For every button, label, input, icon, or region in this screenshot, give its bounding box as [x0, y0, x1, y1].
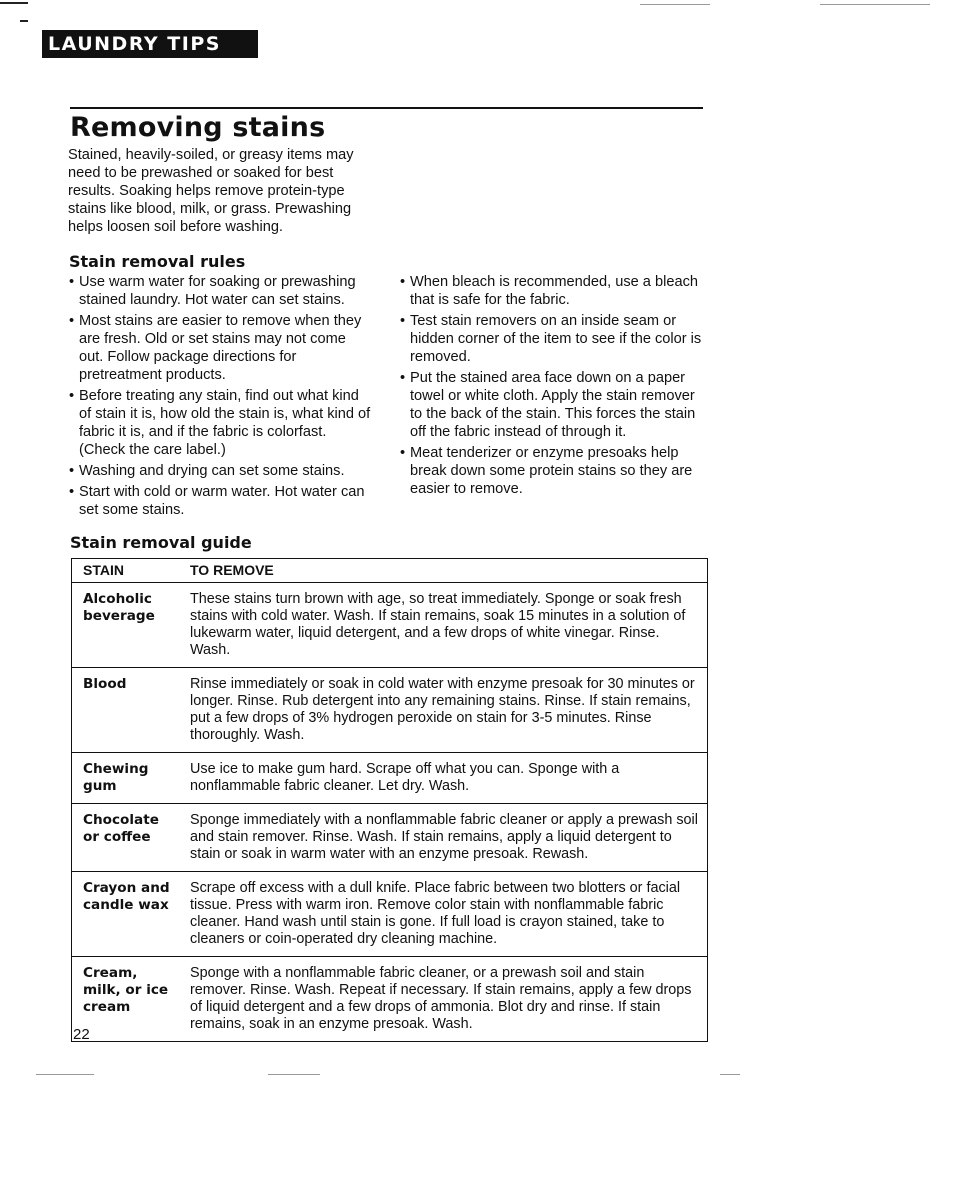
stain-cell: Crayon and candle wax	[72, 872, 180, 957]
rules-heading: Stain removal rules	[69, 252, 246, 271]
guide-heading: Stain removal guide	[70, 533, 252, 552]
section-header-label: LAUNDRY TIPS	[48, 33, 221, 55]
scan-artifact-line	[820, 4, 930, 5]
list-item: • Before treating any stain, find out what kind of stain it is, how old the stain is, what kind of fabric it is, and if the fabric is colorfast. (Check the care label.)	[69, 387, 374, 459]
list-item: • Most stains are easier to remove when they are fresh. Old or set stains may not come out. Follow package directions for pretreatment products.	[69, 312, 374, 384]
remove-cell: Scrape off excess with a dull knife. Place fabric between two blotters or facial tissue. Press with warm iron. Remove color stain with nonflammable fabric cleaner. Hand wash until stain is gone. If full load is crayon stained, take to cleaners or coin-operated dry cleaning machine.	[179, 872, 708, 957]
list-item: • Test stain removers on an inside seam or hidden corner of the item to see if the color is removed.	[400, 312, 705, 366]
column-header-to-remove: TO REMOVE	[179, 559, 708, 583]
remove-cell: Sponge with a nonflammable fabric cleaner, or a prewash soil and stain remover. Rinse. Wash. Repeat if necessary. If stain remains, apply a few drops of liquid detergent and a few drops of ammonia. Blot dry and rinse. If stain remains, soak in an enzyme presoak. Wash.	[190, 965, 692, 1032]
rules-list-right	[400, 273, 705, 501]
scan-corner-mark	[20, 20, 28, 22]
list-item: • Washing and drying can set some stains.	[69, 462, 374, 480]
stain-cell: Blood	[72, 668, 180, 753]
rules-list-left	[69, 273, 374, 522]
remove-cell: These stains turn brown with age, so treat immediately. Sponge or soak fresh stains with cold water. Wash. If stain remains, soak 15 minutes in a solution of lukewarm water, liquid detergent, and a few drops of white vinegar. Rinse. Wash.	[179, 583, 708, 668]
list-item: • Use warm water for soaking or prewashing stained laundry. Hot water can set stains.	[69, 273, 374, 309]
intro-paragraph: Stained, heavily-soiled, or greasy items may need to be prewashed or soaked for best results. Soaking helps remove protein-type stains like blood, milk, or grass. Prewashing helps loosen soil before washing.	[68, 147, 354, 235]
table-row	[72, 583, 708, 668]
list-item: • Start with cold or warm water. Hot water can set some stains.	[69, 483, 374, 519]
remove-cell: Use ice to make gum hard. Scrape off what you can. Sponge with a nonflammable fabric cleaner. Let dry. Wash.	[179, 753, 708, 804]
table-row	[72, 753, 708, 804]
scan-artifact-line	[640, 4, 710, 5]
stain-cell: Chewing gum	[72, 753, 180, 804]
table-header-row	[72, 559, 708, 583]
stain-cell: Cream, milk, or ice cream	[83, 965, 169, 1015]
scan-artifact-line	[720, 1074, 740, 1075]
remove-cell: Sponge immediately with a nonflammable fabric cleaner or apply a prewash soil and stain remover. Rinse. Wash. If stain remains, apply a liquid detergent to stain or soak in warm water with an enzyme presoak. Rewash.	[179, 804, 708, 872]
title-rule	[70, 107, 703, 109]
page-number: 22	[73, 1026, 90, 1043]
stain-cell: Chocolate or coffee	[72, 804, 180, 872]
scan-corner-mark	[0, 2, 28, 4]
stain-cell: Alcoholic beverage	[72, 583, 180, 668]
column-header-stain: STAIN	[72, 559, 180, 583]
table-row	[72, 804, 708, 872]
table-row	[72, 872, 708, 957]
table-row	[72, 957, 708, 1042]
scan-artifact-line	[268, 1074, 320, 1075]
list-item: • Meat tenderizer or enzyme presoaks help break down some protein stains so they are easier to remove.	[400, 444, 705, 498]
stain-guide-table	[71, 558, 708, 1042]
scan-artifact-line	[36, 1074, 94, 1075]
list-item: • Put the stained area face down on a paper towel or white cloth. Apply the stain remover to the back of the stain. This forces the stain off the fabric instead of through it.	[400, 369, 705, 441]
page-title: Removing stains	[70, 112, 326, 143]
table-row	[72, 668, 708, 753]
remove-cell: Rinse immediately or soak in cold water with enzyme presoak for 30 minutes or longer. Rinse. Rub detergent into any remaining stains. Rinse. If stain remains, put a few drops of 3% hydrogen peroxide on stain for 3-5 minutes. Rinse thoroughly. Wash.	[179, 668, 708, 753]
list-item: • When bleach is recommended, use a bleach that is safe for the fabric.	[400, 273, 705, 309]
